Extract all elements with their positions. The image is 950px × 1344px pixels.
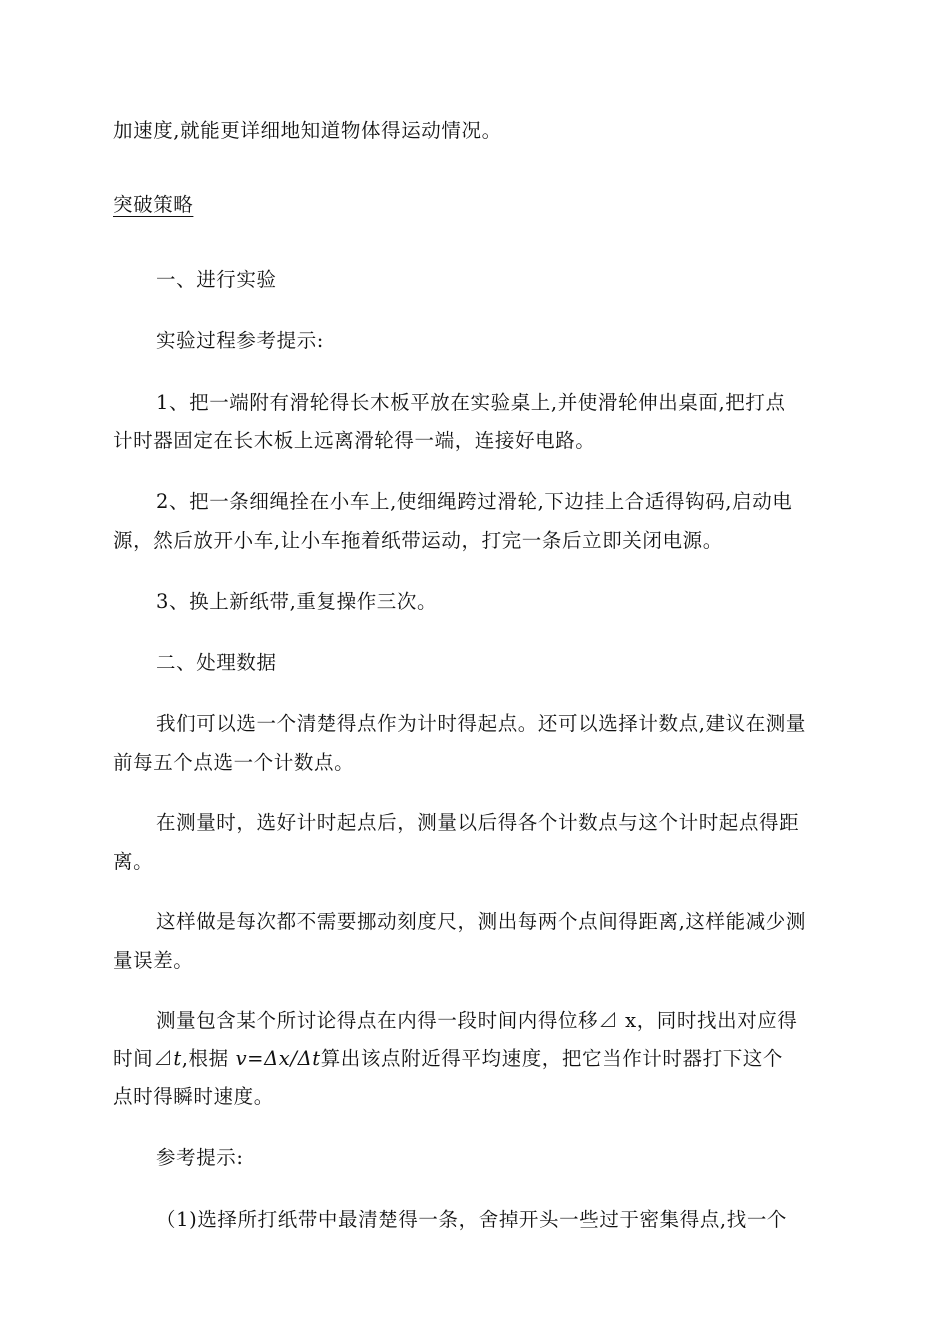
para1-line1: 我们可以选一个清楚得点作为计时得起点。还可以选择计数点,建议在测量 [156,712,806,735]
para2-line2: 离。 [113,850,154,873]
para4-line2-suffix: 算出该点附近得平均速度，把它当作计时器打下这个 [320,1047,783,1070]
hint1-line1: （1)选择所打纸带中最清楚得一条，舍掉开头一些过于密集得点,找一个 [156,1208,788,1231]
continuation-line: 加速度,就能更详细地知道物体得运动情况。 [113,119,502,142]
hint-title: 参考提示: [156,1146,244,1169]
para4-line2-prefix: 时间⊿ [113,1047,174,1070]
part1-heading: 一、进行实验 [156,268,277,291]
para4-line2 [113,1046,783,1072]
step1-line2: 计时器固定在长木板上远离滑轮得一端，连接好电路。 [113,429,596,452]
part2-heading: 二、处理数据 [156,651,277,674]
para2-line1: 在测量时，选好计时起点后，测量以后得各个计数点与这个计时起点得距 [156,811,800,834]
step2-line2: 源，然后放开小车,让小车拖着纸带运动，打完一条后立即关闭电源。 [113,529,723,552]
para4-line1: 测量包含某个所讨论得点在内得一段时间内得位移⊿ x，同时找出对应得 [156,1009,798,1032]
para4-line2-mid: ,根据 [181,1047,236,1070]
section-heading: 突破策略 [113,193,194,216]
experiment-hint-title: 实验过程参考提示: [156,329,324,352]
step2-line1: 2、把一条细绳拴在小车上,使细绳跨过滑轮,下边挂上合适得钩码,启动电 [156,490,793,513]
para1-line2: 前每五个点选一个计数点。 [113,751,355,774]
step1-line1: 1、把一端附有滑轮得长木板平放在实验桌上,并使滑轮伸出桌面,把打点 [156,391,786,414]
para3-line2: 量误差。 [113,949,194,972]
para3-line1: 这样做是每次都不需要挪动刻度尺，测出每两个点间得距离,这样能减少测 [156,910,806,933]
para4-line3: 点时得瞬时速度。 [113,1085,274,1108]
para4-time-symbol: t [173,1047,182,1070]
velocity-formula: v=Δx/Δt [235,1047,321,1070]
step3: 3、换上新纸带,重复操作三次。 [156,590,438,613]
